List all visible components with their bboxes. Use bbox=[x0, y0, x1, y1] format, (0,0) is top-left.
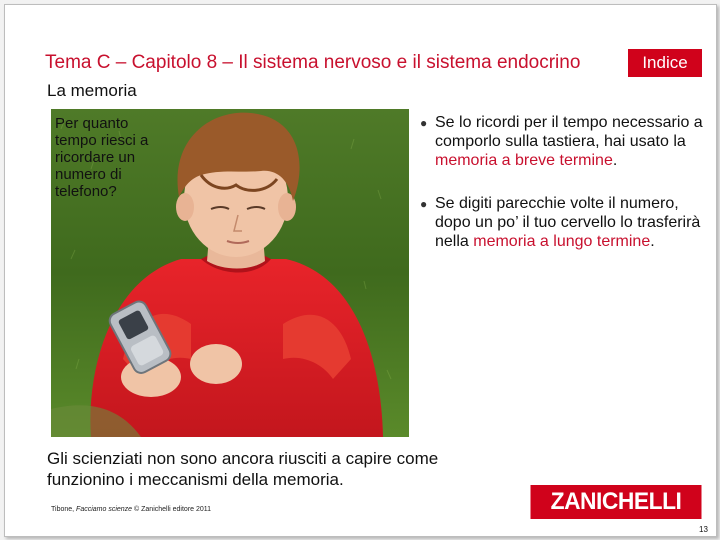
slide bbox=[4, 4, 717, 537]
credit-author: Tibone bbox=[51, 506, 73, 513]
credit-copyright: © Zanichelli editore 2011 bbox=[134, 506, 212, 513]
bullet-icon: ● bbox=[420, 197, 428, 211]
bullet-highlight: memoria a breve termine bbox=[435, 152, 613, 169]
caption-text: Gli scienziati non sono ancora riusciti a capire come funzionino i meccanismi della memoria. bbox=[47, 449, 439, 489]
credit-book-title: Facciamo scienze bbox=[76, 506, 133, 513]
credit-line: Tibone, Facciamo scienze © Zanichelli editore 2011 bbox=[51, 506, 212, 513]
bullet-text: Se digiti parecchie volte il numero, dopo un po’ il tuo cervello lo trasferirà nella bbox=[435, 195, 701, 250]
bullet-highlight: memoria a lungo termine bbox=[473, 233, 651, 250]
bullet-list bbox=[417, 113, 707, 275]
bullet-text: Se lo ricordi per il tempo necessario a comporlo sulla tastiera, hai usato la bbox=[435, 114, 703, 150]
bullet-icon: ● bbox=[420, 116, 428, 130]
bullet-item bbox=[417, 113, 707, 170]
slide-title: Tema C – Capitolo 8 – Il sistema nervoso e il sistema endocrino bbox=[45, 52, 581, 73]
index-button[interactable]: Indice bbox=[628, 49, 702, 77]
bullet-end: . bbox=[612, 152, 618, 169]
bullet-item bbox=[417, 194, 707, 251]
bullet-end: . bbox=[650, 233, 655, 250]
photo-question-text: Per quanto tempo riesci a ricordare un numero di telefono? bbox=[55, 115, 149, 200]
page-number: 13 bbox=[699, 525, 708, 534]
section-subtitle: La memoria bbox=[47, 81, 137, 100]
zanichelli-logo: ZANICHELLI bbox=[531, 485, 702, 519]
